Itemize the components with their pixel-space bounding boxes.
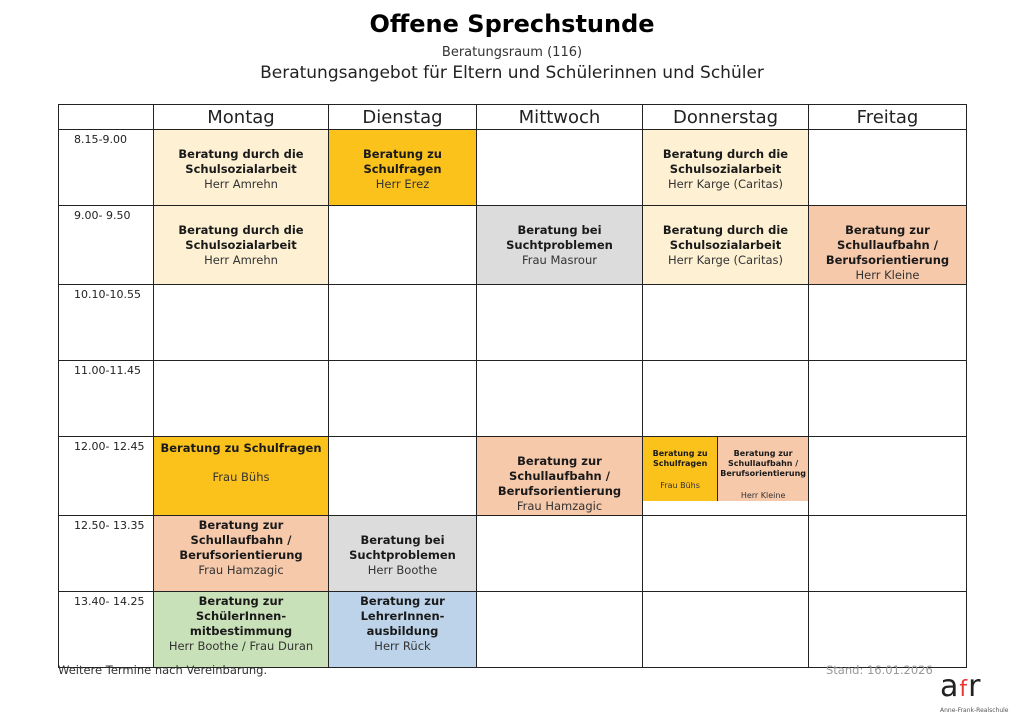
empty-cell [643, 516, 809, 592]
appointment-title: Beratung zur SchülerInnen-mitbestimmung [189, 594, 293, 638]
room-label: Beratungsraum (116) [441, 45, 583, 60]
empty-cell [154, 285, 329, 361]
day-header: Donnerstag [643, 105, 809, 130]
appointment-title: Beratung zu Schulfragen [363, 147, 442, 176]
appointment-person: Frau Bühs [660, 481, 700, 490]
appointment-title: Beratung zur Schullaufbahn / Berufsorientierung [825, 223, 950, 267]
empty-cell [643, 285, 809, 361]
empty-cell [809, 437, 967, 516]
corner-cell [59, 105, 154, 130]
time-label: 12.00- 12.45 [59, 437, 154, 516]
appointment-cell [329, 592, 477, 668]
empty-cell [809, 592, 967, 668]
day-header: Mittwoch [477, 105, 643, 130]
empty-cell [809, 130, 967, 206]
appointment-cell [154, 206, 329, 285]
empty-cell [809, 285, 967, 361]
footer-note: Weitere Termine nach Vereinbarung. [58, 663, 268, 677]
appointment-cell [154, 437, 329, 516]
appointment-cell [154, 516, 329, 592]
appointment-cell [643, 130, 809, 206]
time-row [59, 206, 967, 285]
empty-cell [477, 361, 643, 437]
appointment-person: Herr Boothe / Frau Duran [168, 639, 314, 653]
empty-cell [329, 437, 477, 516]
time-label: 13.40- 14.25 [59, 592, 154, 668]
page-title: Offene Sprechstunde [369, 10, 655, 38]
schedule-table [58, 104, 967, 668]
appointment-person: Herr Amrehn [204, 253, 278, 267]
school-logo [940, 669, 1012, 718]
appointment-cell [154, 592, 329, 668]
header-row [59, 105, 967, 130]
page-subtitle: Beratungsangebot für Eltern und Schülerinnen und Schüler [260, 63, 764, 83]
time-label: 9.00- 9.50 [59, 206, 154, 285]
time-row [59, 516, 967, 592]
appointment-person: Frau Hamzagic [198, 563, 284, 577]
empty-cell [809, 516, 967, 592]
appointment-person: Herr Karge (Caritas) [667, 177, 784, 191]
day-header: Montag [154, 105, 329, 130]
empty-cell [643, 361, 809, 437]
time-label: 12.50- 13.35 [59, 516, 154, 592]
appointment-person: Herr Boothe [367, 563, 438, 577]
appointment-cell [643, 206, 809, 285]
appointment-person: Herr Kleine [740, 491, 786, 500]
split-appointment-cell [643, 437, 809, 516]
logo-mark: afr [940, 669, 982, 704]
appointment-cell [154, 130, 329, 206]
appointment-half [643, 437, 717, 501]
appointment-cell [477, 206, 643, 285]
appointment-person: Herr Erez [375, 177, 430, 191]
appointment-title: Beratung bei Suchtproblemen [349, 533, 456, 562]
appointment-title: Beratung durch die Schulsozialarbeit [178, 147, 304, 176]
day-header: Dienstag [329, 105, 477, 130]
appointment-person: Frau Masrour [522, 253, 597, 267]
appointment-title: Beratung durch die Schulsozialarbeit [662, 147, 789, 176]
empty-cell [329, 285, 477, 361]
time-label: 10.10-10.55 [59, 285, 154, 361]
appointment-cell [477, 437, 643, 516]
empty-cell [477, 592, 643, 668]
empty-cell [477, 130, 643, 206]
empty-cell [643, 592, 809, 668]
appointment-title: Beratung zu Schulfragen [652, 449, 708, 468]
appointment-cell [329, 130, 477, 206]
time-row [59, 285, 967, 361]
appointment-person: Herr Karge (Caritas) [667, 253, 784, 267]
appointment-person: Frau Hamzagic [516, 499, 603, 513]
appointment-title: Beratung zur Schullaufbahn / Berufsorientierung [720, 449, 806, 478]
appointment-title: Beratung durch die Schulsozialarbeit [178, 223, 304, 252]
footer-date: Stand: 16.01.2026 [826, 663, 933, 677]
time-row [59, 361, 967, 437]
appointment-title: Beratung bei Suchtproblemen [506, 223, 613, 252]
empty-cell [154, 361, 329, 437]
appointment-title: Beratung zur Schullaufbahn / Berufsorientierung [497, 454, 622, 498]
appointment-person: Frau Bühs [212, 470, 270, 484]
empty-cell [329, 361, 477, 437]
time-row [59, 130, 967, 206]
appointment-cell [809, 206, 967, 285]
logo-subtitle: Anne-Frank-Realschule [940, 707, 1009, 714]
time-row [59, 592, 967, 668]
appointment-title: Beratung zu Schulfragen [160, 441, 322, 455]
day-header: Freitag [809, 105, 967, 130]
time-label: 11.00-11.45 [59, 361, 154, 437]
appointment-title: Beratung zur Schullaufbahn / Berufsorientierung [179, 518, 303, 562]
appointment-title: Beratung zur LehrerInnen-ausbildung [360, 594, 445, 638]
empty-cell [477, 516, 643, 592]
empty-cell [809, 361, 967, 437]
appointment-cell [329, 516, 477, 592]
empty-cell [329, 206, 477, 285]
appointment-person: Herr Amrehn [204, 177, 278, 191]
time-label: 8.15-9.00 [59, 130, 154, 206]
appointment-title: Beratung durch die Schulsozialarbeit [662, 223, 789, 252]
time-row [59, 437, 967, 516]
appointment-person: Herr Rück [374, 639, 431, 653]
appointment-person: Herr Kleine [855, 268, 920, 282]
empty-cell [477, 285, 643, 361]
appointment-half [717, 437, 808, 501]
